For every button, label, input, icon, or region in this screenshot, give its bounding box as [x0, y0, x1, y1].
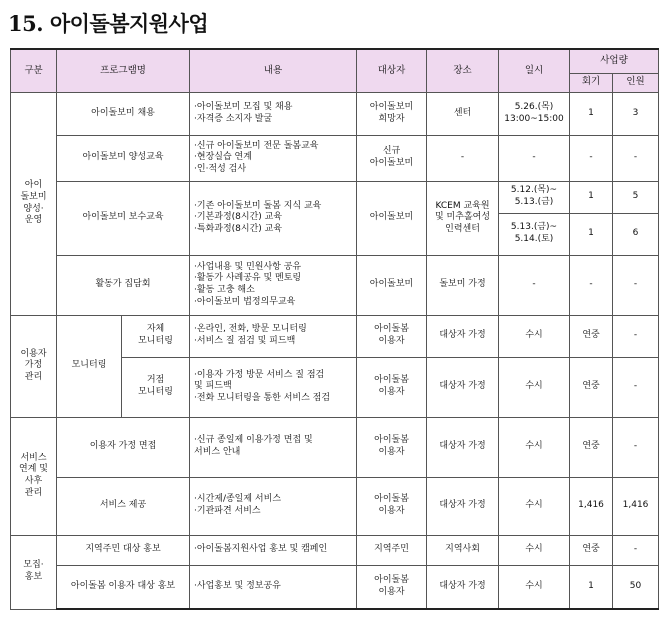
header-content: 내용: [190, 49, 357, 92]
table-row: [11, 92, 659, 135]
program-table: [10, 48, 659, 610]
content-cell: ·기존 아이돌보미 돌봄 지식 교육 ·기본과정(8시간) 교육 ·특화과정(8시간) 교육: [190, 181, 357, 255]
content-cell: ·아이돌보미 모집 및 채용 ·자격증 소지자 발굴: [190, 92, 357, 135]
people-cell: -: [613, 417, 659, 477]
program-cell: 아이돌보미 양성교육: [57, 135, 190, 181]
header-category: 구분: [11, 49, 57, 92]
date-cell: -: [499, 135, 570, 181]
sessions-cell: 1: [570, 92, 613, 135]
target-cell: 아이돌봄 이용자: [357, 417, 427, 477]
sessions-cell: -: [570, 135, 613, 181]
date-cell: 수시: [499, 315, 570, 357]
sessions-cell: 연중: [570, 417, 613, 477]
content-cell: ·사업홍보 및 정보공유: [190, 565, 357, 609]
table-row: [11, 565, 659, 609]
people-cell: 3: [613, 92, 659, 135]
program-cell: 아이돌봄 이용자 대상 홍보: [57, 565, 190, 609]
subgroup-label: 모니터링: [57, 315, 122, 417]
target-cell: 아이돌봄 이용자: [357, 477, 427, 535]
place-cell: 대상자 가정: [427, 565, 499, 609]
sessions-cell: 1: [570, 213, 613, 255]
target-cell: 신규 아이돌보미: [357, 135, 427, 181]
group-label: 아이 돌보미 양성· 운영: [11, 92, 57, 315]
table-row: [11, 255, 659, 315]
program-cell: 서비스 제공: [57, 477, 190, 535]
people-cell: 5: [613, 181, 659, 213]
content-cell: ·신규 아이돌보미 전문 돌봄교육 ·현장실습 연계 ·인·적성 검사: [190, 135, 357, 181]
place-cell: KCEM 교육원 및 미추홀여성 인력센터: [427, 181, 499, 255]
table-row: [11, 477, 659, 535]
people-cell: 50: [613, 565, 659, 609]
header-target: 대상자: [357, 49, 427, 92]
date-cell: 수시: [499, 477, 570, 535]
date-cell: -: [499, 255, 570, 315]
table-row: [11, 417, 659, 477]
people-cell: -: [613, 357, 659, 417]
date-cell: 수시: [499, 535, 570, 565]
target-cell: 아이돌보미: [357, 181, 427, 255]
table-row: [11, 135, 659, 181]
content-cell: ·이용자 가정 방문 서비스 질 점검 및 피드백 ·전화 모니터링을 통한 서비스 점검: [190, 357, 357, 417]
program-cell: 이용자 가정 면접: [57, 417, 190, 477]
content-cell: ·시간제/종일제 서비스 ·기관파견 서비스: [190, 477, 357, 535]
people-cell: 6: [613, 213, 659, 255]
date-cell: 5.12.(목)~ 5.13.(금): [499, 181, 570, 213]
place-cell: 대상자 가정: [427, 315, 499, 357]
table-row: [11, 181, 659, 213]
header-people: 인원: [613, 73, 659, 92]
target-cell: 아이돌보미: [357, 255, 427, 315]
target-cell: 지역주민: [357, 535, 427, 565]
target-cell: 아이돌봄 이용자: [357, 315, 427, 357]
date-cell: 5.13.(금)~ 5.14.(토): [499, 213, 570, 255]
sessions-cell: -: [570, 255, 613, 315]
people-cell: 1,416: [613, 477, 659, 535]
sessions-cell: 연중: [570, 535, 613, 565]
people-cell: -: [613, 315, 659, 357]
people-cell: -: [613, 255, 659, 315]
place-cell: 돌보미 가정: [427, 255, 499, 315]
program-cell: 지역주민 대상 홍보: [57, 535, 190, 565]
date-cell: 수시: [499, 417, 570, 477]
target-cell: 아이돌봄 이용자: [357, 357, 427, 417]
place-cell: 지역사회: [427, 535, 499, 565]
target-cell: 아이돌보미 희망자: [357, 92, 427, 135]
sessions-cell: 연중: [570, 357, 613, 417]
program-cell: 아이돌보미 채용: [57, 92, 190, 135]
header-program: 프로그램명: [57, 49, 190, 92]
program-cell: 아이돌보미 보수교육: [57, 181, 190, 255]
program-cell: 활동가 집담회: [57, 255, 190, 315]
date-cell: 수시: [499, 357, 570, 417]
group-label: 서비스 연계 및 사후 관리: [11, 417, 57, 535]
header-sessions: 회기: [570, 73, 613, 92]
date-cell: 수시: [499, 565, 570, 609]
content-cell: ·신규 종일제 이용가정 면접 및 서비스 안내: [190, 417, 357, 477]
sessions-cell: 1: [570, 181, 613, 213]
program-cell: 자체 모니터링: [122, 315, 190, 357]
table-row: [11, 315, 659, 357]
program-cell: 거점 모니터링: [122, 357, 190, 417]
date-cell: 5.26.(목) 13:00~15:00: [499, 92, 570, 135]
page-title: 15. 아이돌봄지원사업: [8, 11, 209, 36]
place-cell: 대상자 가정: [427, 477, 499, 535]
header-volume: 사업량: [570, 49, 659, 73]
content-cell: ·사업내용 및 민원사항 공유 ·활동가 사례공유 및 멘토링 ·활동 고충 해소 ·아이돌보미 법정의무교육: [190, 255, 357, 315]
group-label: 모집· 홍보: [11, 535, 57, 609]
sessions-cell: 1,416: [570, 477, 613, 535]
target-cell: 아이돌봄 이용자: [357, 565, 427, 609]
people-cell: -: [613, 535, 659, 565]
table-row: [11, 535, 659, 565]
place-cell: 대상자 가정: [427, 417, 499, 477]
group-label: 이용자 가정 관리: [11, 315, 57, 417]
content-cell: ·온라인, 전화, 방문 모니터링 ·서비스 질 점검 및 피드백: [190, 315, 357, 357]
sessions-cell: 연중: [570, 315, 613, 357]
header-date: 일시: [499, 49, 570, 92]
people-cell: -: [613, 135, 659, 181]
content-cell: ·아이돌봄지원사업 홍보 및 캠페인: [190, 535, 357, 565]
sessions-cell: 1: [570, 565, 613, 609]
place-cell: -: [427, 135, 499, 181]
header-place: 장소: [427, 49, 499, 92]
place-cell: 센터: [427, 92, 499, 135]
place-cell: 대상자 가정: [427, 357, 499, 417]
